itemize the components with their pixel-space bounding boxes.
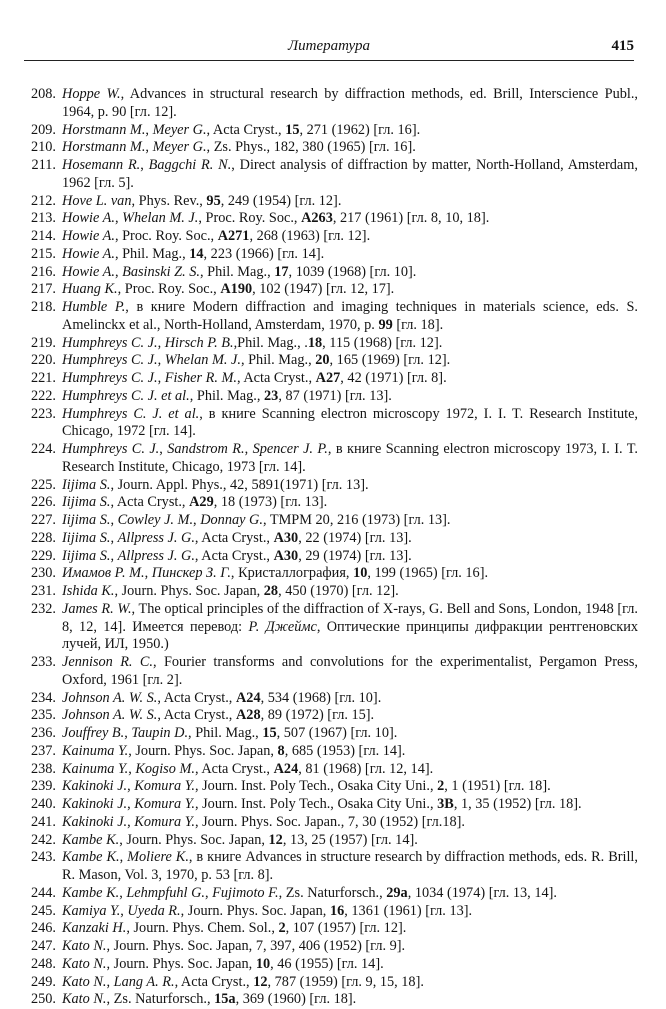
reference-entry (22, 885, 638, 903)
reference-text: Johnson A. W. S., Acta Cryst., A28, 89 (1972) [гл. 15]. (62, 707, 375, 724)
reference-entry (22, 193, 638, 211)
reference-entry (22, 991, 638, 1009)
reference-number: 245. (30, 902, 56, 919)
reference-entry (22, 920, 638, 938)
reference-text: Hosemann R., Baggchi R. N., Direct analysis of diffraction by matter, North-Holland, Amsterdam, 1962 [гл. 5]. (62, 157, 638, 191)
reference-text: Humble P., в книге Modern diffraction and imaging techniques in materials science, eds. S. Amelinckx et al., North-Holland, Amsterdam, 1970, p. 99 [гл. 18]. (62, 299, 638, 333)
reference-text: Iijima S., Allpress J. G., Acta Cryst., A30, 29 (1974) [гл. 13]. (62, 547, 412, 564)
page-number: 415 (611, 38, 634, 54)
reference-text: Howie A., Whelan M. J., Proc. Roy. Soc., A263, 217 (1961) [гл. 8, 10, 18]. (62, 210, 490, 227)
reference-entry (22, 601, 638, 654)
reference-list (22, 86, 638, 1009)
reference-number: 242. (30, 831, 56, 848)
reference-text: Имамов Р. М., Пинскер З. Г., Кристаллография, 10, 199 (1965) [гл. 16]. (62, 565, 489, 582)
reference-text: Howie A., Basinski Z. S., Phil. Mag., 17, 1039 (1968) [гл. 10]. (62, 263, 417, 280)
reference-entry (22, 974, 638, 992)
reference-number: 213. (30, 210, 56, 227)
reference-entry (22, 690, 638, 708)
reference-text: Kambe K., Journ. Phys. Soc. Japan, 12, 13, 25 (1957) [гл. 14]. (62, 831, 418, 848)
reference-text: Horstmann M., Meyer G., Acta Cryst., 15, 271 (1962) [гл. 16]. (62, 121, 421, 138)
reference-number: 248. (30, 955, 56, 972)
reference-number: 235. (30, 707, 56, 724)
reference-text: Iijima S., Journ. Appl. Phys., 42, 5891(1971) [гл. 13]. (62, 476, 369, 493)
reference-number: 211. (31, 157, 56, 173)
reference-number: 246. (30, 920, 56, 937)
reference-number: 209. (30, 121, 56, 138)
reference-number: 215. (30, 245, 56, 262)
reference-entry (22, 210, 638, 228)
reference-entry (22, 565, 638, 583)
reference-entry (22, 512, 638, 530)
reference-number: 227. (30, 512, 56, 528)
reference-entry (22, 264, 638, 282)
reference-number: 228. (30, 529, 56, 546)
header-rule (24, 60, 634, 61)
reference-entry (22, 707, 638, 725)
reference-number: 216. (30, 263, 56, 280)
reference-entry (22, 583, 638, 601)
reference-entry (22, 903, 638, 921)
reference-number: 234. (30, 689, 56, 706)
reference-text: Iijima S., Acta Cryst., A29, 18 (1973) [гл. 13]. (62, 494, 328, 511)
reference-entry (22, 228, 638, 246)
reference-number: 208. (30, 86, 56, 102)
reference-number: 250. (30, 991, 56, 1008)
reference-entry (22, 761, 638, 779)
reference-number: 229. (30, 547, 56, 564)
reference-text: Kato N., Zs. Naturforsch., 15a, 369 (1960) [гл. 18]. (62, 991, 357, 1008)
reference-number: 239. (30, 778, 56, 795)
reference-text: Humphreys C. J. et al., в книге Scanning electron microscopy 1972, I. I. T. Research Institute, Chicago, 1972 [гл. 14]. (62, 405, 638, 440)
reference-text: James R. W., The optical principles of the diffraction of X-rays, G. Bell and Sons, London, 1948 [гл. 8, 12, 14]. Имеется перевод: Р. Джеймс, Оптические принципы дифракции рентгеновских лучей, ИЛ, 1950.) (62, 600, 639, 653)
reference-text: Horstmann M., Meyer G., Zs. Phys., 182, 380 (1965) [гл. 16]. (62, 139, 416, 156)
reference-entry (22, 814, 638, 832)
reference-number: 237. (30, 742, 56, 759)
reference-entry (22, 956, 638, 974)
reference-text: Humphreys C. J. et al., Phil. Mag., 23, 87 (1971) [гл. 13]. (62, 387, 392, 404)
reference-number: 219. (30, 334, 56, 351)
reference-entry (22, 246, 638, 264)
reference-entry (22, 86, 638, 122)
reference-text: Kamiya Y., Uyeda R., Journ. Phys. Soc. Japan, 16, 1361 (1961) [гл. 13]. (62, 902, 473, 919)
reference-text: Howie A., Phil. Mag., 14, 223 (1966) [гл. 14]. (62, 245, 325, 262)
reference-number: 238. (30, 760, 56, 777)
reference-entry (22, 299, 638, 335)
reference-text: Kambe K., Lehmpfuhl G., Fujimoto F., Zs. Naturforsch., 29a, 1034 (1974) [гл. 13, 14]. (62, 884, 557, 901)
reference-entry (22, 778, 638, 796)
reference-text: Kakinoki J., Komura Y., Journ. Inst. Poly Tech., Osaka City Uni., 2, 1 (1951) [гл. 18]. (62, 778, 551, 795)
reference-text: Jouffrey B., Taupin D., Phil. Mag., 15, 507 (1967) [гл. 10]. (62, 725, 398, 741)
reference-text: Humphreys C. J., Hirsch P. B.,Phil. Mag., .18, 115 (1968) [гл. 12]. (62, 334, 443, 351)
reference-number: 249. (30, 973, 56, 990)
reference-text: Kakinoki J., Komura Y., Journ. Inst. Poly Tech., Osaka City Uni., 3B, 1, 35 (1952) [гл. 18]. (62, 796, 582, 812)
reference-entry (22, 743, 638, 761)
reference-entry (22, 139, 638, 157)
reference-text: Jennison R. C., Fourier transforms and convolutions for the experimentalist, Pergamon Press, Oxford, 1961 [гл. 2]. (62, 654, 638, 688)
reference-number: 217. (30, 281, 56, 298)
reference-text: Howie A., Proc. Roy. Soc., A271, 268 (1963) [гл. 12]. (62, 228, 371, 244)
reference-text: Kakinoki J., Komura Y., Journ. Phys. Soc. Japan., 7, 30 (1952) [гл.18]. (62, 813, 465, 830)
reference-entry (22, 157, 638, 193)
reference-number: 223. (30, 405, 56, 422)
reference-entry (22, 477, 638, 495)
running-title: Литература (287, 38, 371, 54)
reference-text: Kambe K., Moliere K., в книге Advances in structure research by diffraction methods, eds. R. Brill, R. Mason, Vol. 3, 1970, p. 53 [гл. 8]. (62, 849, 638, 883)
reference-number: 221. (30, 370, 56, 386)
reference-number: 230. (30, 565, 56, 582)
reference-number: 214. (30, 228, 56, 244)
reference-entry (22, 654, 638, 690)
reference-text: Johnson A. W. S., Acta Cryst., A24, 534 (1968) [гл. 10]. (62, 689, 382, 706)
reference-entry (22, 530, 638, 548)
reference-number: 224. (30, 441, 56, 457)
reference-number: 210. (30, 139, 56, 156)
reference-entry (22, 122, 638, 140)
reference-entry (22, 335, 638, 353)
reference-text: Humphreys C. J., Fisher R. M., Acta Cryst., A27, 42 (1971) [гл. 8]. (62, 370, 447, 386)
reference-text: Iijima S., Allpress J. G., Acta Cryst., A30, 22 (1974) [гл. 13]. (62, 529, 412, 546)
reference-entry (22, 494, 638, 512)
reference-text: Humphreys C. J., Sandstrom R., Spencer J. P., в книге Scanning electron microscopy 1973, I. I. T. Research Institute, Chicago, 1973 [гл. 14]. (62, 441, 638, 475)
reference-number: 240. (30, 796, 56, 812)
reference-entry (22, 281, 638, 299)
reference-entry (22, 548, 638, 566)
reference-entry (22, 388, 638, 406)
reference-number: 232. (30, 600, 56, 617)
reference-entry (22, 406, 638, 442)
reference-text: Humphreys C. J., Whelan M. J., Phil. Mag., 20, 165 (1969) [гл. 12]. (62, 352, 451, 369)
reference-entry (22, 441, 638, 477)
reference-entry (22, 938, 638, 956)
reference-entry (22, 796, 638, 814)
reference-text: Iijima S., Cowley J. M., Donnay G., TMPM 20, 216 (1973) [гл. 13]. (62, 512, 451, 528)
reference-number: 233. (30, 654, 56, 670)
reference-entry (22, 849, 638, 885)
reference-entry (22, 832, 638, 850)
reference-entry (22, 370, 638, 388)
reference-text: Hove L. van, Phys. Rev., 95, 249 (1954) [гл. 12]. (62, 192, 342, 209)
reference-number: 225. (30, 476, 56, 493)
reference-number: 244. (30, 884, 56, 901)
reference-text: Kato N., Journ. Phys. Soc. Japan, 10, 46 (1955) [гл. 14]. (62, 955, 384, 972)
reference-entry (22, 725, 638, 743)
reference-entry (22, 352, 638, 370)
reference-number: 218. (30, 299, 56, 315)
reference-number: 220. (30, 352, 56, 369)
reference-text: Kato N., Journ. Phys. Soc. Japan, 7, 397, 406 (1952) [гл. 9]. (62, 938, 406, 954)
reference-number: 226. (30, 494, 56, 511)
reference-number: 231. (30, 583, 56, 599)
reference-text: Kainuma Y., Journ. Phys. Soc. Japan, 8, 685 (1953) [гл. 14]. (62, 742, 406, 759)
reference-number: 212. (30, 192, 56, 209)
reference-number: 236. (30, 725, 56, 741)
reference-text: Kato N., Lang A. R., Acta Cryst., 12, 787 (1959) [гл. 9, 15, 18]. (62, 973, 424, 990)
page-header (24, 38, 634, 64)
reference-text: Kanzaki H., Journ. Phys. Chem. Sol., 2, 107 (1957) [гл. 12]. (62, 920, 407, 937)
reference-text: Huang K., Proc. Roy. Soc., A190, 102 (1947) [гл. 12, 17]. (62, 281, 395, 298)
reference-number: 241. (30, 813, 56, 830)
reference-text: Hoppe W., Advances in structural research by diffraction methods, ed. Brill, Interscience Publ., 1964, p. 90 [гл. 12]. (62, 86, 638, 120)
reference-number: 222. (30, 387, 56, 404)
reference-text: Kainuma Y., Kogiso M., Acta Cryst., A24, 81 (1968) [гл. 12, 14]. (62, 760, 434, 777)
reference-text: Ishida K., Journ. Phys. Soc. Japan, 28, 450 (1970) [гл. 12]. (62, 583, 399, 599)
reference-number: 243. (30, 849, 56, 866)
reference-number: 247. (30, 938, 56, 954)
